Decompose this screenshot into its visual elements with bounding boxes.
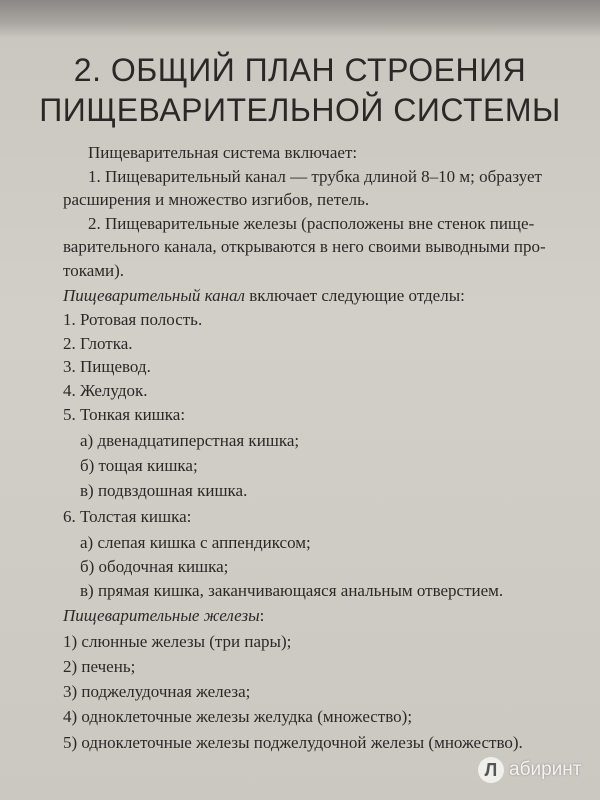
canal-heading-italic: Пищеварительный канал <box>63 286 245 305</box>
gland-item: 4) одноклеточные железы желудка (множество); <box>63 707 413 726</box>
canal-heading <box>63 286 465 306</box>
paragraph-2-line-1: 2. Пищеварительные железы (расположены вне стенок пище- <box>88 214 535 233</box>
canal-subitem: а) двенадцатиперстная кишка; <box>80 431 300 450</box>
canal-subitem: б) тощая кишка; <box>80 456 198 475</box>
labirint-watermark <box>478 754 581 786</box>
labirint-logo-icon: Л <box>478 757 504 783</box>
canal-item: 6. Толстая кишка: <box>63 507 192 526</box>
gland-item: 2) печень; <box>63 657 136 676</box>
canal-subitem: в) прямая кишка, заканчивающаяся анальным отверстием. <box>80 581 504 600</box>
canal-item: 3. Пищевод. <box>63 357 151 376</box>
paragraph-2-line-2: варительного канала, открываются в него своими выводными про- <box>63 237 546 256</box>
paragraph-1-line-1: 1. Пищеварительный канал — трубка длиной 8–10 м; образует <box>88 167 542 186</box>
intro-text: Пищеварительная система включает: <box>88 143 358 162</box>
gland-item: 3) поджелудочная железа; <box>63 682 251 701</box>
paragraph-1-line-2: расширения и множество изгибов, петель. <box>63 190 370 209</box>
section-title-line-1: 2. ОБЩИЙ ПЛАН СТРОЕНИЯ <box>73 52 527 88</box>
glands-heading <box>63 606 264 626</box>
glands-heading-colon: : <box>259 606 265 625</box>
canal-heading-rest: включает следующие отделы: <box>244 286 465 305</box>
canal-subitem: б) ободочная кишка; <box>80 557 229 576</box>
section-title-line-2: ПИЩЕВАРИТЕЛЬНОЙ СИСТЕМЫ <box>39 92 561 128</box>
paragraph-2-line-3: токами). <box>63 261 125 280</box>
canal-item: 5. Тонкая кишка: <box>63 405 186 424</box>
gland-item: 1) слюнные железы (три пары); <box>63 632 292 651</box>
canal-item: 4. Желудок. <box>63 381 148 400</box>
canal-item: 1. Ротовая полость. <box>63 310 203 329</box>
previous-page-edge <box>0 0 600 38</box>
labirint-logo-text: абиринт <box>509 759 582 780</box>
canal-item: 2. Глотка. <box>63 334 133 353</box>
canal-subitem: а) слепая кишка с аппендиксом; <box>80 533 311 552</box>
glands-heading-italic: Пищеварительные железы <box>63 606 260 625</box>
canal-subitem: в) подвздошная кишка. <box>80 481 248 500</box>
gland-item: 5) одноклеточные железы поджелудочной железы (множество). <box>63 733 523 752</box>
